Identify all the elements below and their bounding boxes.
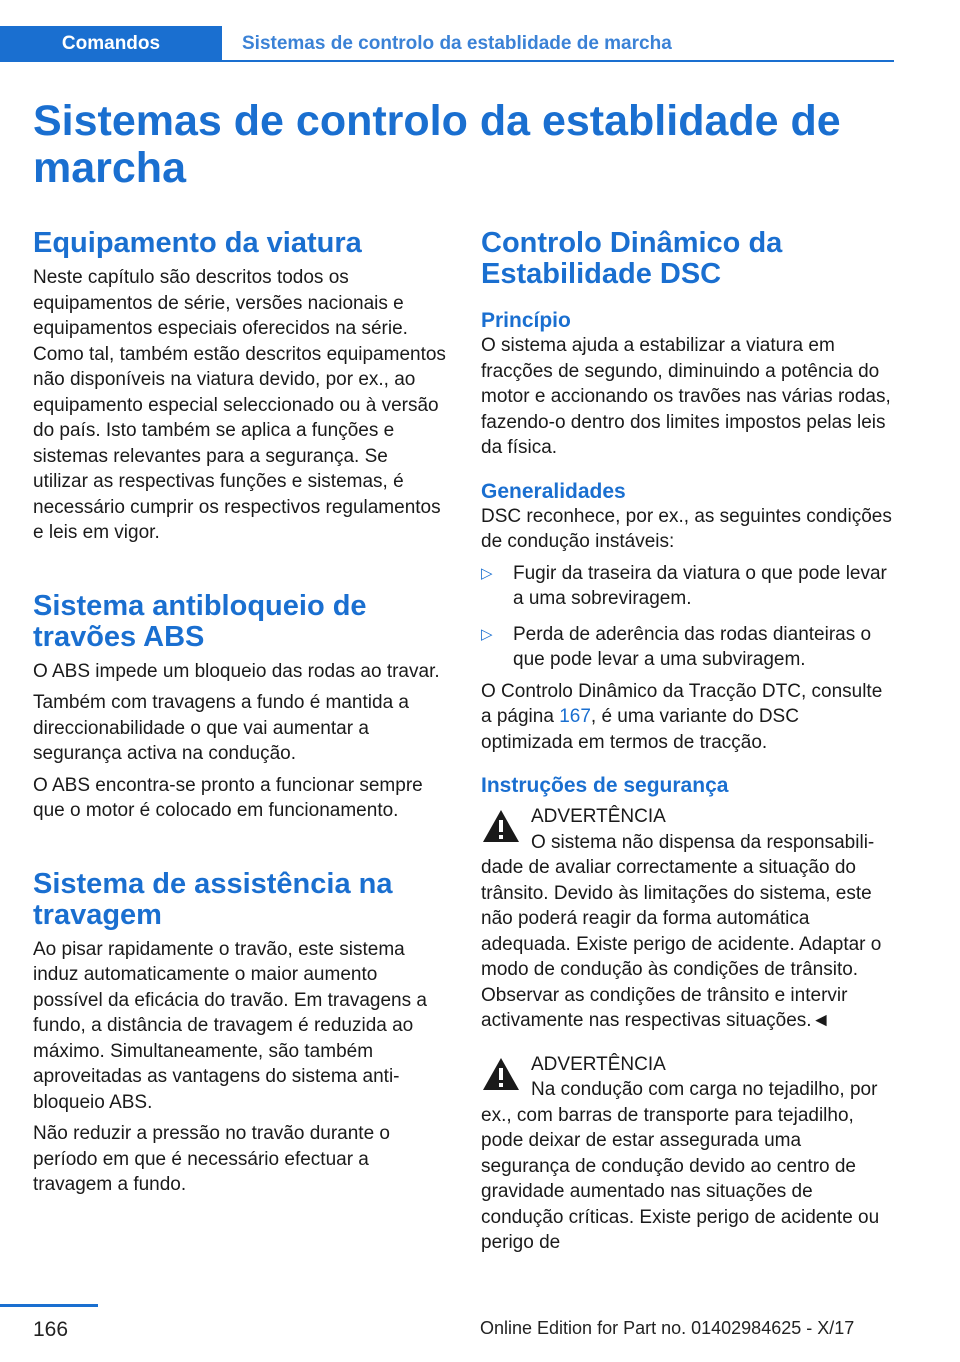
bullet-list (481, 561, 895, 673)
paragraph-abs-2: Também com travagens a fundo é mantida a direccionabilidade o que vai aumentar a segurança activa na condução. (33, 692, 409, 764)
warning-triangle-icon (481, 1056, 521, 1092)
paragraph-assist-2: Não reduzir a pressão no travão durante o período em que é necessário efectuar a travagem a fundo. (33, 1123, 390, 1195)
paragraph-assist-1: Ao pisar rapidamente o travão, este sistema induz automaticamente o maior aumento possível da eficácia do travão. Em travagens a fundo, a distância de travagem é reduzida ao máximo. Simultaneamente, são também aproveitadas as vantagens do sistema anti-bloqueio ABS. (33, 938, 427, 1113)
paragraph-abs-1: O ABS impede um bloqueio das rodas ao travar. (33, 660, 440, 682)
warning-label: ADVERTÊNCIA (531, 1053, 666, 1075)
paragraph-abs-3: O ABS encontra-se pronto a funcionar sempre que o motor é colocado em funcionamento. (33, 774, 423, 821)
warning-label: ADVERTÊNCIA (531, 806, 666, 827)
left-column (33, 228, 447, 1198)
warning-text: ex., com barras de transporte para tejadilho, pode deixar de estar assegurada uma segurança de condução devido ao centro de gravidade aumentado nas situações de condução críticas. Existe perigo de acidente ou perigo de (481, 1104, 880, 1253)
heading-equipamento: Equipamento da viatura (33, 227, 362, 259)
paragraph-equipamento: Neste capítulo são descritos todos os equipamentos de série, versões nacionais e equipamentos especiais oferecidos na série. Como tal, também estão descritos equipamentos não disponíveis na viatura devido, por ex., ao equipamento especial seleccionado ou à versão do país. Isto também se aplica a funções e sistemas relevantes para a segurança. Se utilizar as respectivas funções e sistemas, é necessário cumprir os respectivos regulamentos e leis em vigor. (33, 267, 446, 543)
warning-text: dade de avaliar correctamente a situação do trânsito. Devido às limitações do sistema, este não poderá reagir da forma automática adequada. Existe perigo de acidente. Adaptar o modo de condução às condições de trânsito. Observar as condições de trânsito e intervir activamente nas respectivas situações.◄ (481, 857, 882, 1031)
page-header (0, 0, 960, 64)
paragraph-principio: O sistema ajuda a estabilizar a viatura em fracções de segundo, diminuindo a potência do motor e accionando os travões nas várias rodas, fazendo-o dentro dos limites impostos pelas leis da física. (481, 335, 891, 458)
warning-lead: Na condução com carga no tejadilho, por (531, 1079, 878, 1100)
breadcrumb[interactable]: Sistemas de controlo da establidade de marcha (242, 33, 672, 54)
section-tab[interactable]: Comandos (0, 26, 222, 62)
heading-generalidades: Generalidades (481, 479, 626, 503)
heading-dsc: Controlo Dinâmico da Estabilidade DSC (481, 227, 783, 290)
page-title: Sistemas de controlo da establidade de marcha (33, 97, 841, 192)
heading-abs: Sistema antibloqueio de travões ABS (33, 589, 367, 653)
right-column (481, 228, 895, 1256)
page-link[interactable]: 167 (559, 706, 591, 727)
paragraph-generalidades: DSC reconhece, por ex., as seguintes condições de condução instáveis: (481, 505, 892, 552)
list-item: ▷ Fugir da traseira da viatura o que pode levar a uma sobreviragem. (481, 562, 887, 609)
header-rule (222, 60, 894, 62)
triangle-bullet-icon: ▷ (481, 564, 493, 582)
warning-lead: O sistema não dispensa da responsabili- (531, 831, 875, 853)
heading-principio: Princípio (481, 309, 571, 332)
page-number: 166 (33, 1318, 69, 1341)
heading-seguranca: Instruções de segurança (481, 774, 729, 797)
footer-rule (0, 1304, 98, 1307)
heading-assistencia: Sistema de assistência na travagem (33, 867, 393, 931)
paragraph-dtc: O Controlo Dinâmico da Tracção DTC, consulte a página 167, é uma variante do DSC optimizada em termos de tracção. (481, 680, 883, 753)
warning-block (481, 804, 895, 1034)
warning-triangle-icon (481, 808, 521, 844)
triangle-bullet-icon: ▷ (481, 625, 493, 643)
edition-note: Online Edition for Part no. 01402984625 - X/17 (480, 1318, 855, 1338)
warning-block (481, 1052, 895, 1256)
list-item: ▷ Perda de aderência das rodas dianteiras o que pode levar a uma subviragem. (481, 623, 872, 670)
